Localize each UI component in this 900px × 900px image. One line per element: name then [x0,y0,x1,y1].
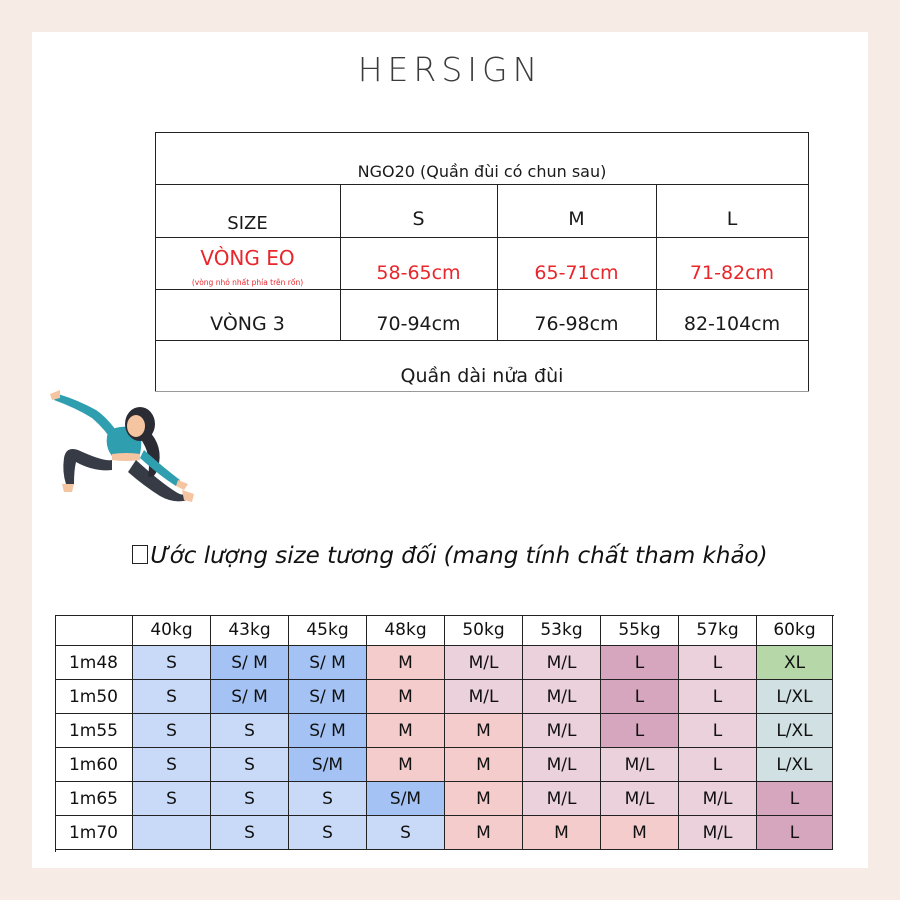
size-cell: L [601,646,679,680]
table-rule [155,340,809,341]
weight-header: 53kg [523,615,601,646]
size-cell: M [601,816,679,850]
size-cell: M/L [523,680,601,714]
size-cell: L [679,748,757,782]
hip-value-l: 82-104cm [683,313,781,335]
size-cell: M [523,816,601,850]
size-cell: M/L [601,782,679,816]
size-cell: S [133,748,211,782]
size-cell: L/XL [757,680,833,714]
size-cell: M [445,714,523,748]
size-cell: M [445,816,523,850]
weight-header: 48kg [367,615,445,646]
size-cell: S/ M [289,714,367,748]
size-cell: S/ M [289,646,367,680]
size-cell: S [133,646,211,680]
weight-header: 57kg [679,615,757,646]
table-rule [155,289,809,290]
size-cell: S/M [367,782,445,816]
size-cell [133,816,211,850]
size-cell: M/L [601,748,679,782]
brand-logo: HERSIGN [357,50,543,89]
size-cell: M [445,782,523,816]
size-cell: S [133,714,211,748]
weight-header: 40kg [133,615,211,646]
waist-label: VÒNG EO [200,246,295,270]
height-label: 1m55 [55,714,133,748]
size-s: S [412,208,425,230]
size-estimate-table [55,615,834,852]
size-cell: M/L [445,646,523,680]
size-cell: M/L [523,646,601,680]
size-cell: S/ M [289,680,367,714]
size-cell: L [757,816,833,850]
hip-value-s: 70-94cm [376,313,461,335]
size-cell: S [289,816,367,850]
height-label: 1m48 [55,646,133,680]
size-cell: S [211,748,289,782]
size-cell: L [679,714,757,748]
weight-header: 55kg [601,615,679,646]
height-label: 1m65 [55,782,133,816]
size-cell: L [757,782,833,816]
size-cell: S/ M [211,680,289,714]
size-m: M [568,208,585,230]
size-cell: M/L [523,714,601,748]
waist-note: (vòng nhỏ nhất phía trên rốn) [191,277,304,287]
height-label: 1m70 [55,816,133,850]
size-cell: L [601,714,679,748]
table-border-top [155,132,809,133]
size-cell: M [367,748,445,782]
size-label: SIZE [227,212,268,234]
yoga-woman-illustration [48,388,196,514]
size-l: L [726,208,738,230]
size-cell: M [367,714,445,748]
waist-value-m: 65-71cm [534,262,619,284]
size-cell: S [133,680,211,714]
waist-value-l: 71-82cm [689,262,775,284]
size-cell: M [367,680,445,714]
size-cell: S [367,816,445,850]
size-cell: M/L [679,816,757,850]
size-cell: S/ M [211,646,289,680]
waist-value-s: 58-65cm [376,262,461,284]
size-cell: S [211,782,289,816]
size-cell: L [679,680,757,714]
size-cell: M [445,748,523,782]
size-cell: S [211,714,289,748]
size-cell: L [679,646,757,680]
yoga-woman-figure [50,390,194,502]
size-cell: S [289,782,367,816]
estimate-heading [0,543,900,569]
weight-header: 60kg [757,615,833,646]
size-cell: M/L [523,748,601,782]
height-label: 1m50 [55,680,133,714]
size-cell: S/M [289,748,367,782]
size-cell: L/XL [757,748,833,782]
size-cell: M [367,646,445,680]
checkbox-icon [132,545,148,564]
size-cell: L/XL [757,714,833,748]
product-footer: Quần dài nửa đùi [400,365,564,387]
size-cell: M/L [523,782,601,816]
estimate-heading-text: Ước lượng size tương đối (mang tính chất tham khảo) [150,543,768,569]
height-label: 1m60 [55,748,133,782]
weight-header: 50kg [445,615,523,646]
size-cell: M/L [445,680,523,714]
hip-label: VÒNG 3 [210,313,285,335]
size-cell: L [601,680,679,714]
size-cell: S [133,782,211,816]
weight-header: 43kg [211,615,289,646]
size-cell: M/L [679,782,757,816]
hip-value-m: 76-98cm [534,313,619,335]
size-cell: XL [757,646,833,680]
weight-header: 45kg [289,615,367,646]
size-cell: S [211,816,289,850]
product-title: NGO20 (Quần đùi có chun sau) [357,161,607,181]
corner-cell [55,615,133,646]
